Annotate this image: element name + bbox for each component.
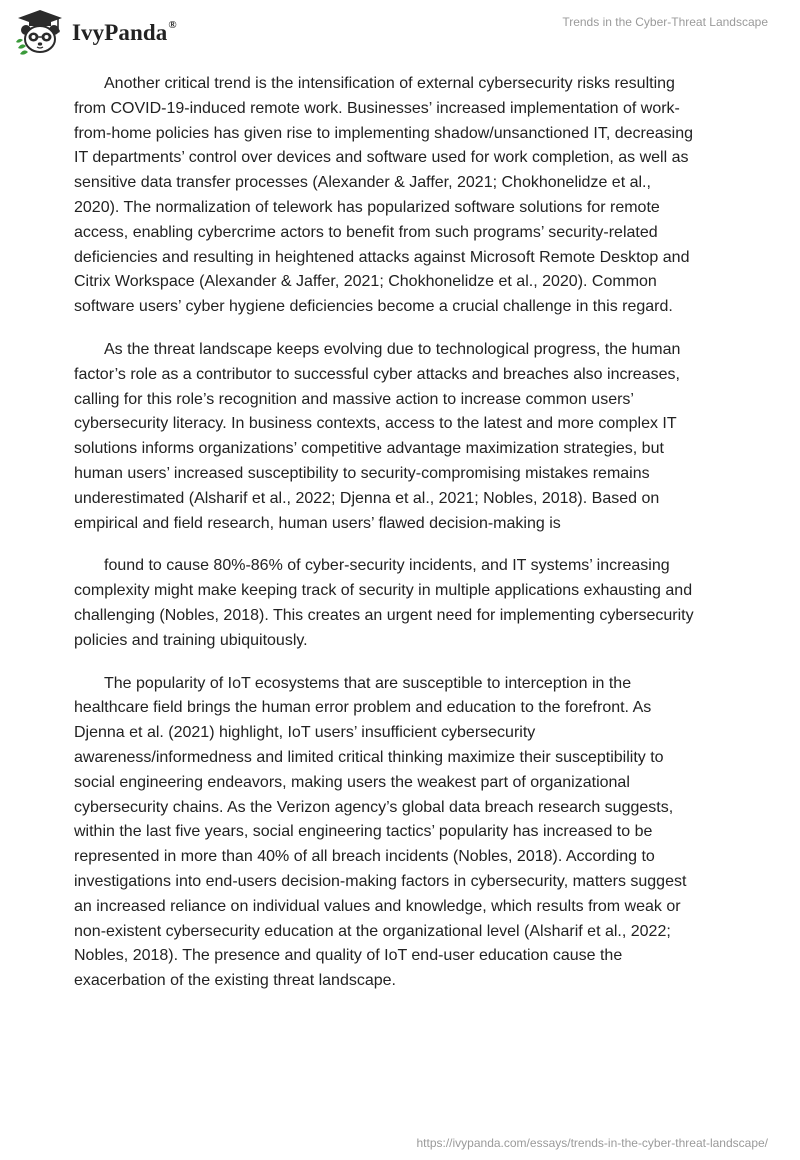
ivypanda-logo[interactable] <box>14 8 177 56</box>
panda-graduate-icon <box>14 8 66 56</box>
page-header <box>0 0 800 66</box>
paragraph-iot-education: The popularity of IoT ecosystems that are susceptible to interception in the healthcare field brings the human error problem and education to the forefront. As Djenna et al. (2021) highlight, IoT users’ insufficient cybersecurity awareness/informedness and limited critical thinking maximize their susceptibility to social engineering endeavors, making users the weakest part of organizational cybersecurity chains. As the Verizon agency’s global data breach research suggests, within the last five years, social engineering tactics’ popularity has increased to be represented in more than 40% of all breach incidents (Nobles, 2018). According to investigations into end-users decision-making factors in cybersecurity, matters suggest an increased reliance on individual values and knowledge, which results from weak or non-existent cybersecurity education at the organizational level (Alsharif et al., 2022; Nobles, 2018). The presence and quality of IoT end-user education cause the exacerbation of the existing threat landscape. <box>74 674 687 990</box>
paragraph-incident-causes: found to cause 80%-86% of cyber-security incidents, and IT systems’ increasing complexity might make keeping track of security in multiple applications exhausting and challenging (Nobles, 2018). This creates an urgent need for implementing cybersecurity policies and training ubiquitously. <box>74 557 694 649</box>
document-title: Trends in the Cyber-Threat Landscape <box>562 15 768 29</box>
source-url[interactable]: https://ivypanda.com/essays/trends-in-the-cyber-threat-landscape/ <box>416 1136 768 1150</box>
logo-text: IvyPanda <box>72 20 168 45</box>
logo-wordmark <box>72 20 177 46</box>
paragraph-human-factor: As the threat landscape keeps evolving due to technological progress, the human factor’s role as a contributor to successful cyber attacks and breaches also increases, calling for this role’s recognition and massive action to increase common users’ cybersecurity literacy. In business contexts, access to the latest and more complex IT solutions informs organizations’ competitive advantage maximization strategies, but human users’ increased susceptibility to security-compromising mistakes remains underestimated (Alsharif et al., 2022; Djenna et al., 2021; Nobles, 2018). Based on empirical and field research, human users’ flawed decision-making is <box>74 340 681 532</box>
paragraph-remote-work-risks: Another critical trend is the intensification of external cybersecurity risks resulting from COVID-19-induced remote work. Businesses’ increased implementation of work- from-home policies has given rise to implementing shadow/unsanctioned IT, decreasing IT departments’ control over devices and software used for work completion, as well as sensitive data transfer processes (Alexander & Jaffer, 2021; Chokhonelidze et al., 2020). The normalization of telework has popularized software solutions for remote access, enabling cybercrime actors to benefit from such programs’ security-related deficiencies and resulting in heightened attacks against Microsoft Remote Desktop and Citrix Workspace (Alexander & Jaffer, 2021; Chokhonelidze et al., 2020). Common software users’ cyber hygiene deficiencies become a crucial challenge in this regard. <box>74 75 693 316</box>
essay-body <box>74 72 734 1012</box>
registered-mark: ® <box>168 19 177 31</box>
